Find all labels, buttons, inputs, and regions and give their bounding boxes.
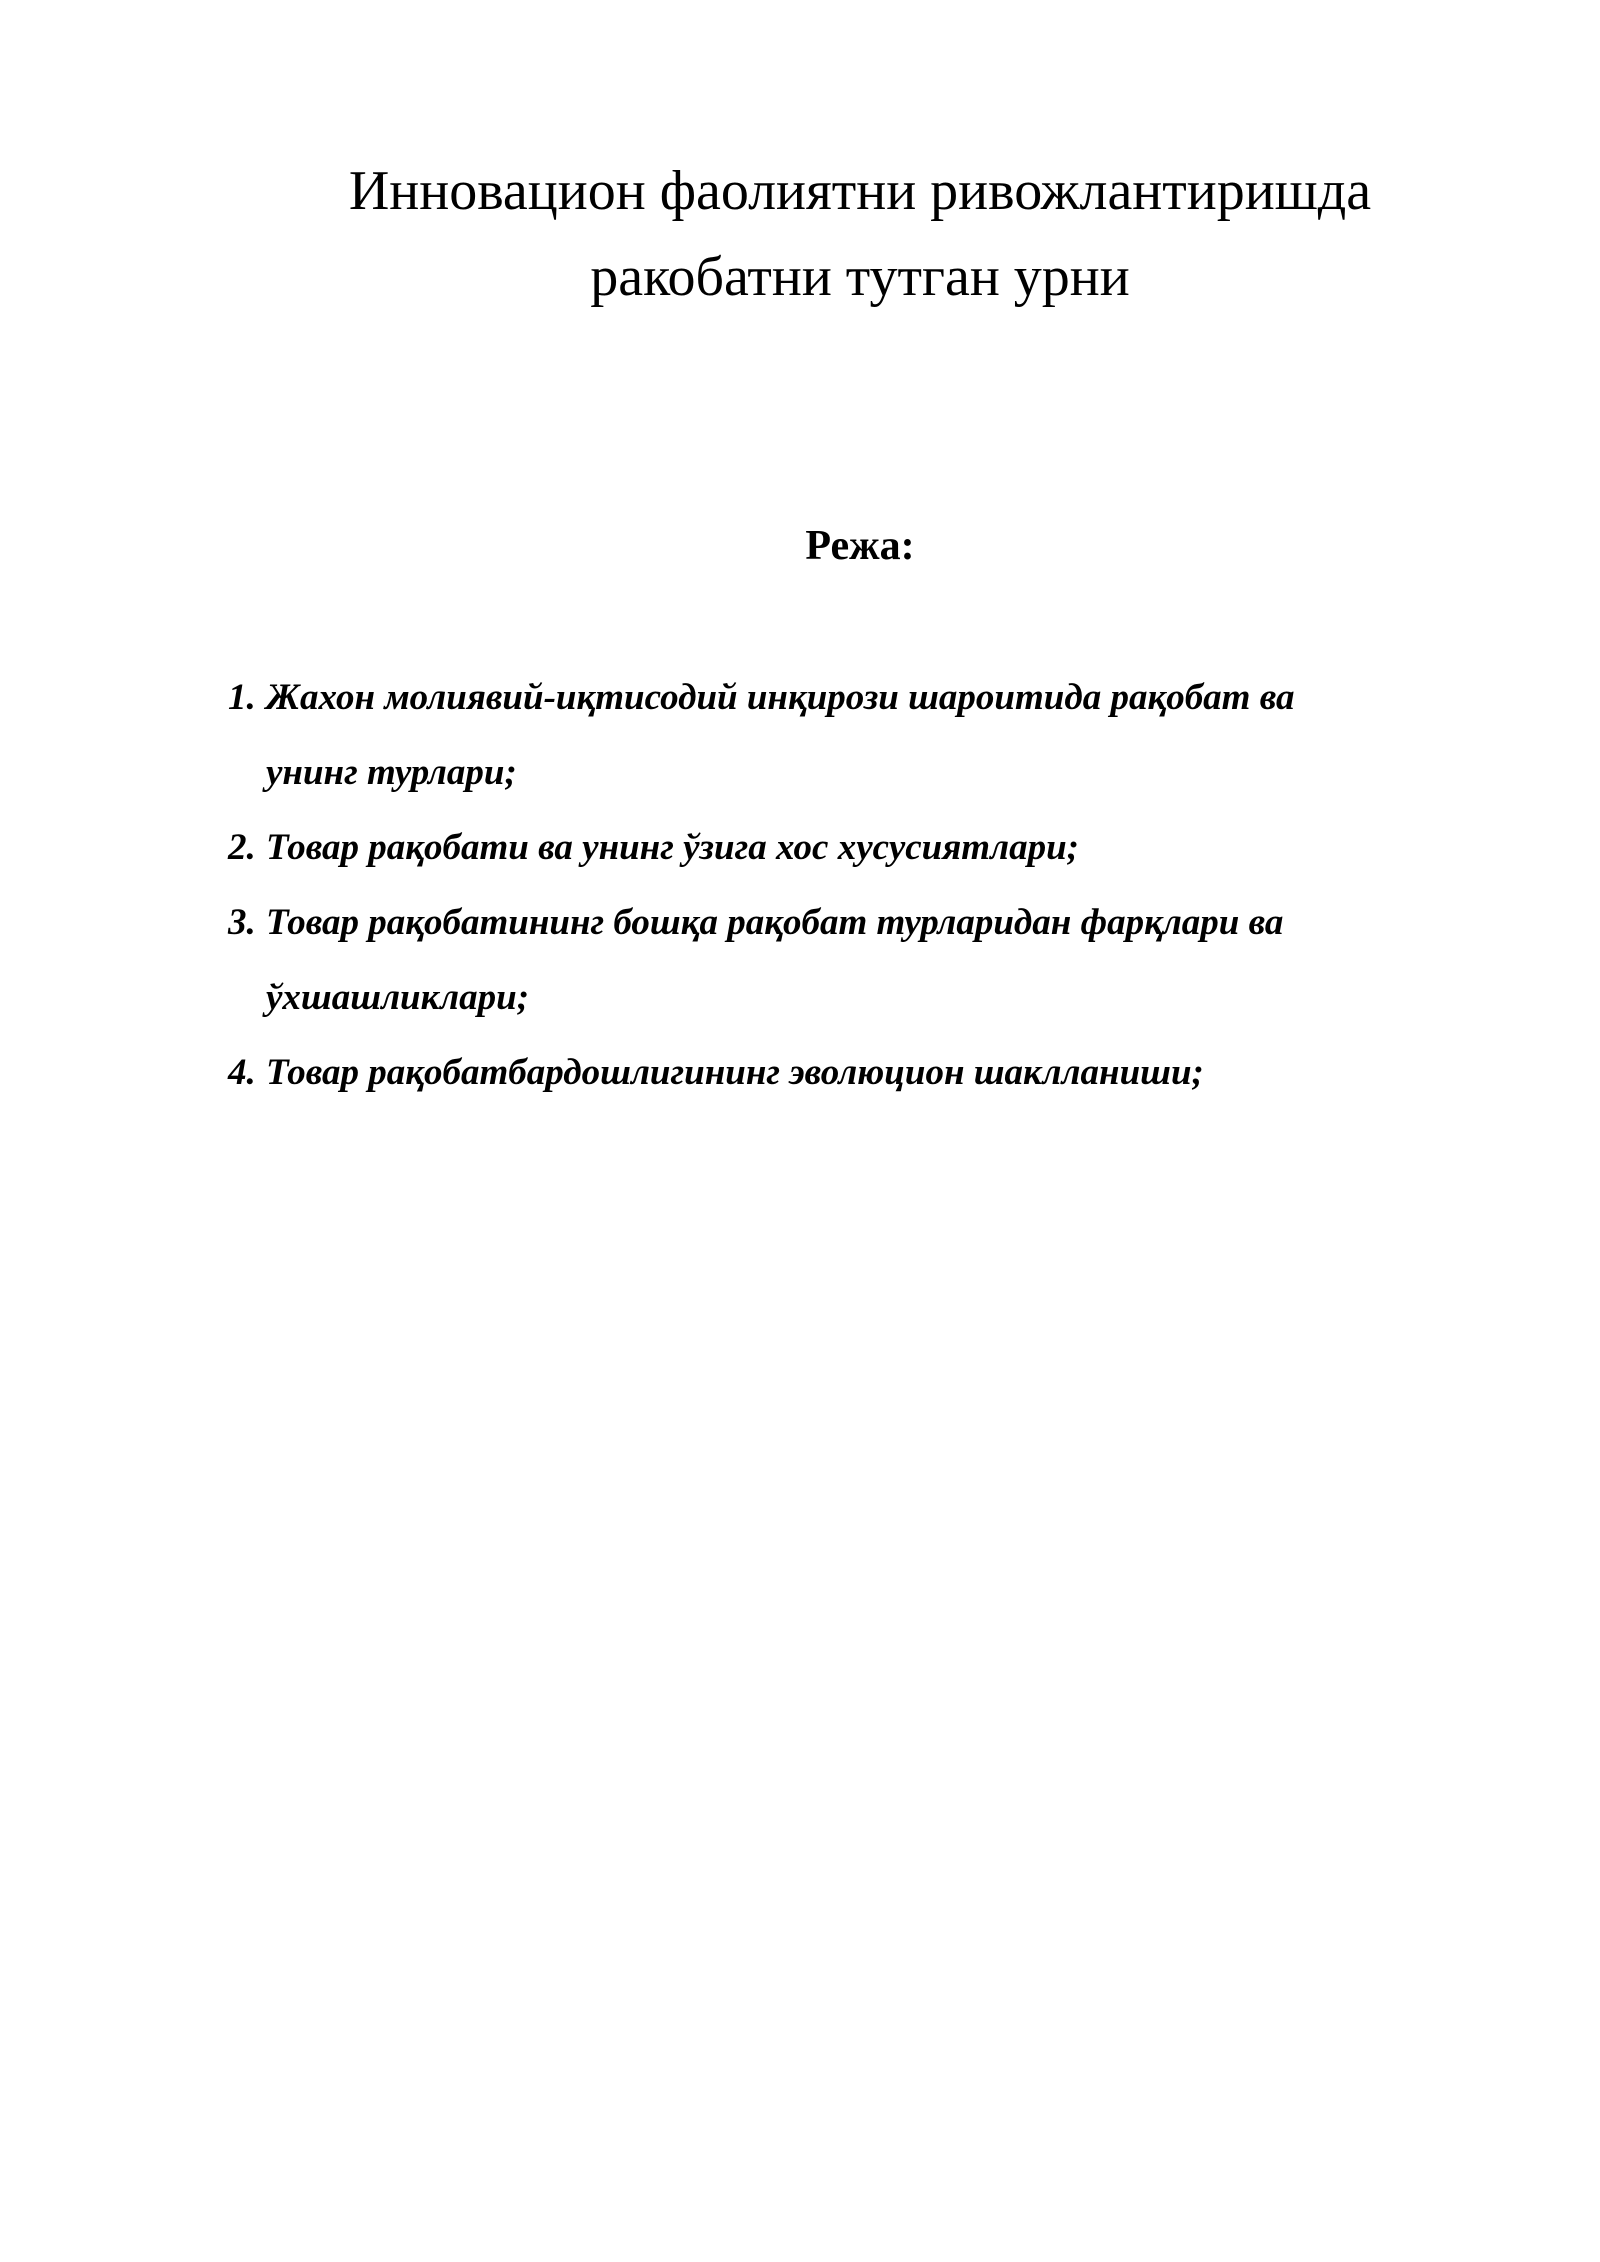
plan-heading <box>0 516 1600 576</box>
plan-list <box>226 660 1526 1110</box>
plan-item-text: Товар рақобатининг бошқа рақобат турларидан фарқлари ва <box>266 902 1284 943</box>
plan-item-text-continued: ўхшашликлари; <box>266 977 530 1018</box>
plan-item-text: Жахон молиявий-иқтисодий инқирози шароитида рақобат ва <box>266 677 1295 718</box>
title-line-2: ракобатни тутган урни <box>590 246 1130 308</box>
plan-item-number: 2. <box>228 827 256 868</box>
plan-item-text: Товар рақобати ва унинг ўзига хос хусусиятлари; <box>266 827 1079 868</box>
plan-heading-text: Режа <box>805 523 901 569</box>
plan-item-4 <box>226 1035 1526 1110</box>
plan-item-text-continued: унинг турлари; <box>266 752 517 793</box>
title-line-1: Инновацион фаолиятни ривожлантиришда <box>348 160 1372 222</box>
document-title <box>0 148 1600 320</box>
plan-item-number: 4. <box>228 1052 256 1093</box>
plan-heading-colon: : <box>900 523 915 569</box>
plan-item-3 <box>226 885 1526 1035</box>
plan-item-2 <box>226 810 1526 885</box>
plan-item-1 <box>226 660 1526 810</box>
plan-item-number: 1. <box>228 677 256 718</box>
plan-item-number: 3. <box>228 902 256 943</box>
plan-item-text: Товар рақобатбардошлигининг эволюцион шаклланиши; <box>266 1052 1204 1093</box>
